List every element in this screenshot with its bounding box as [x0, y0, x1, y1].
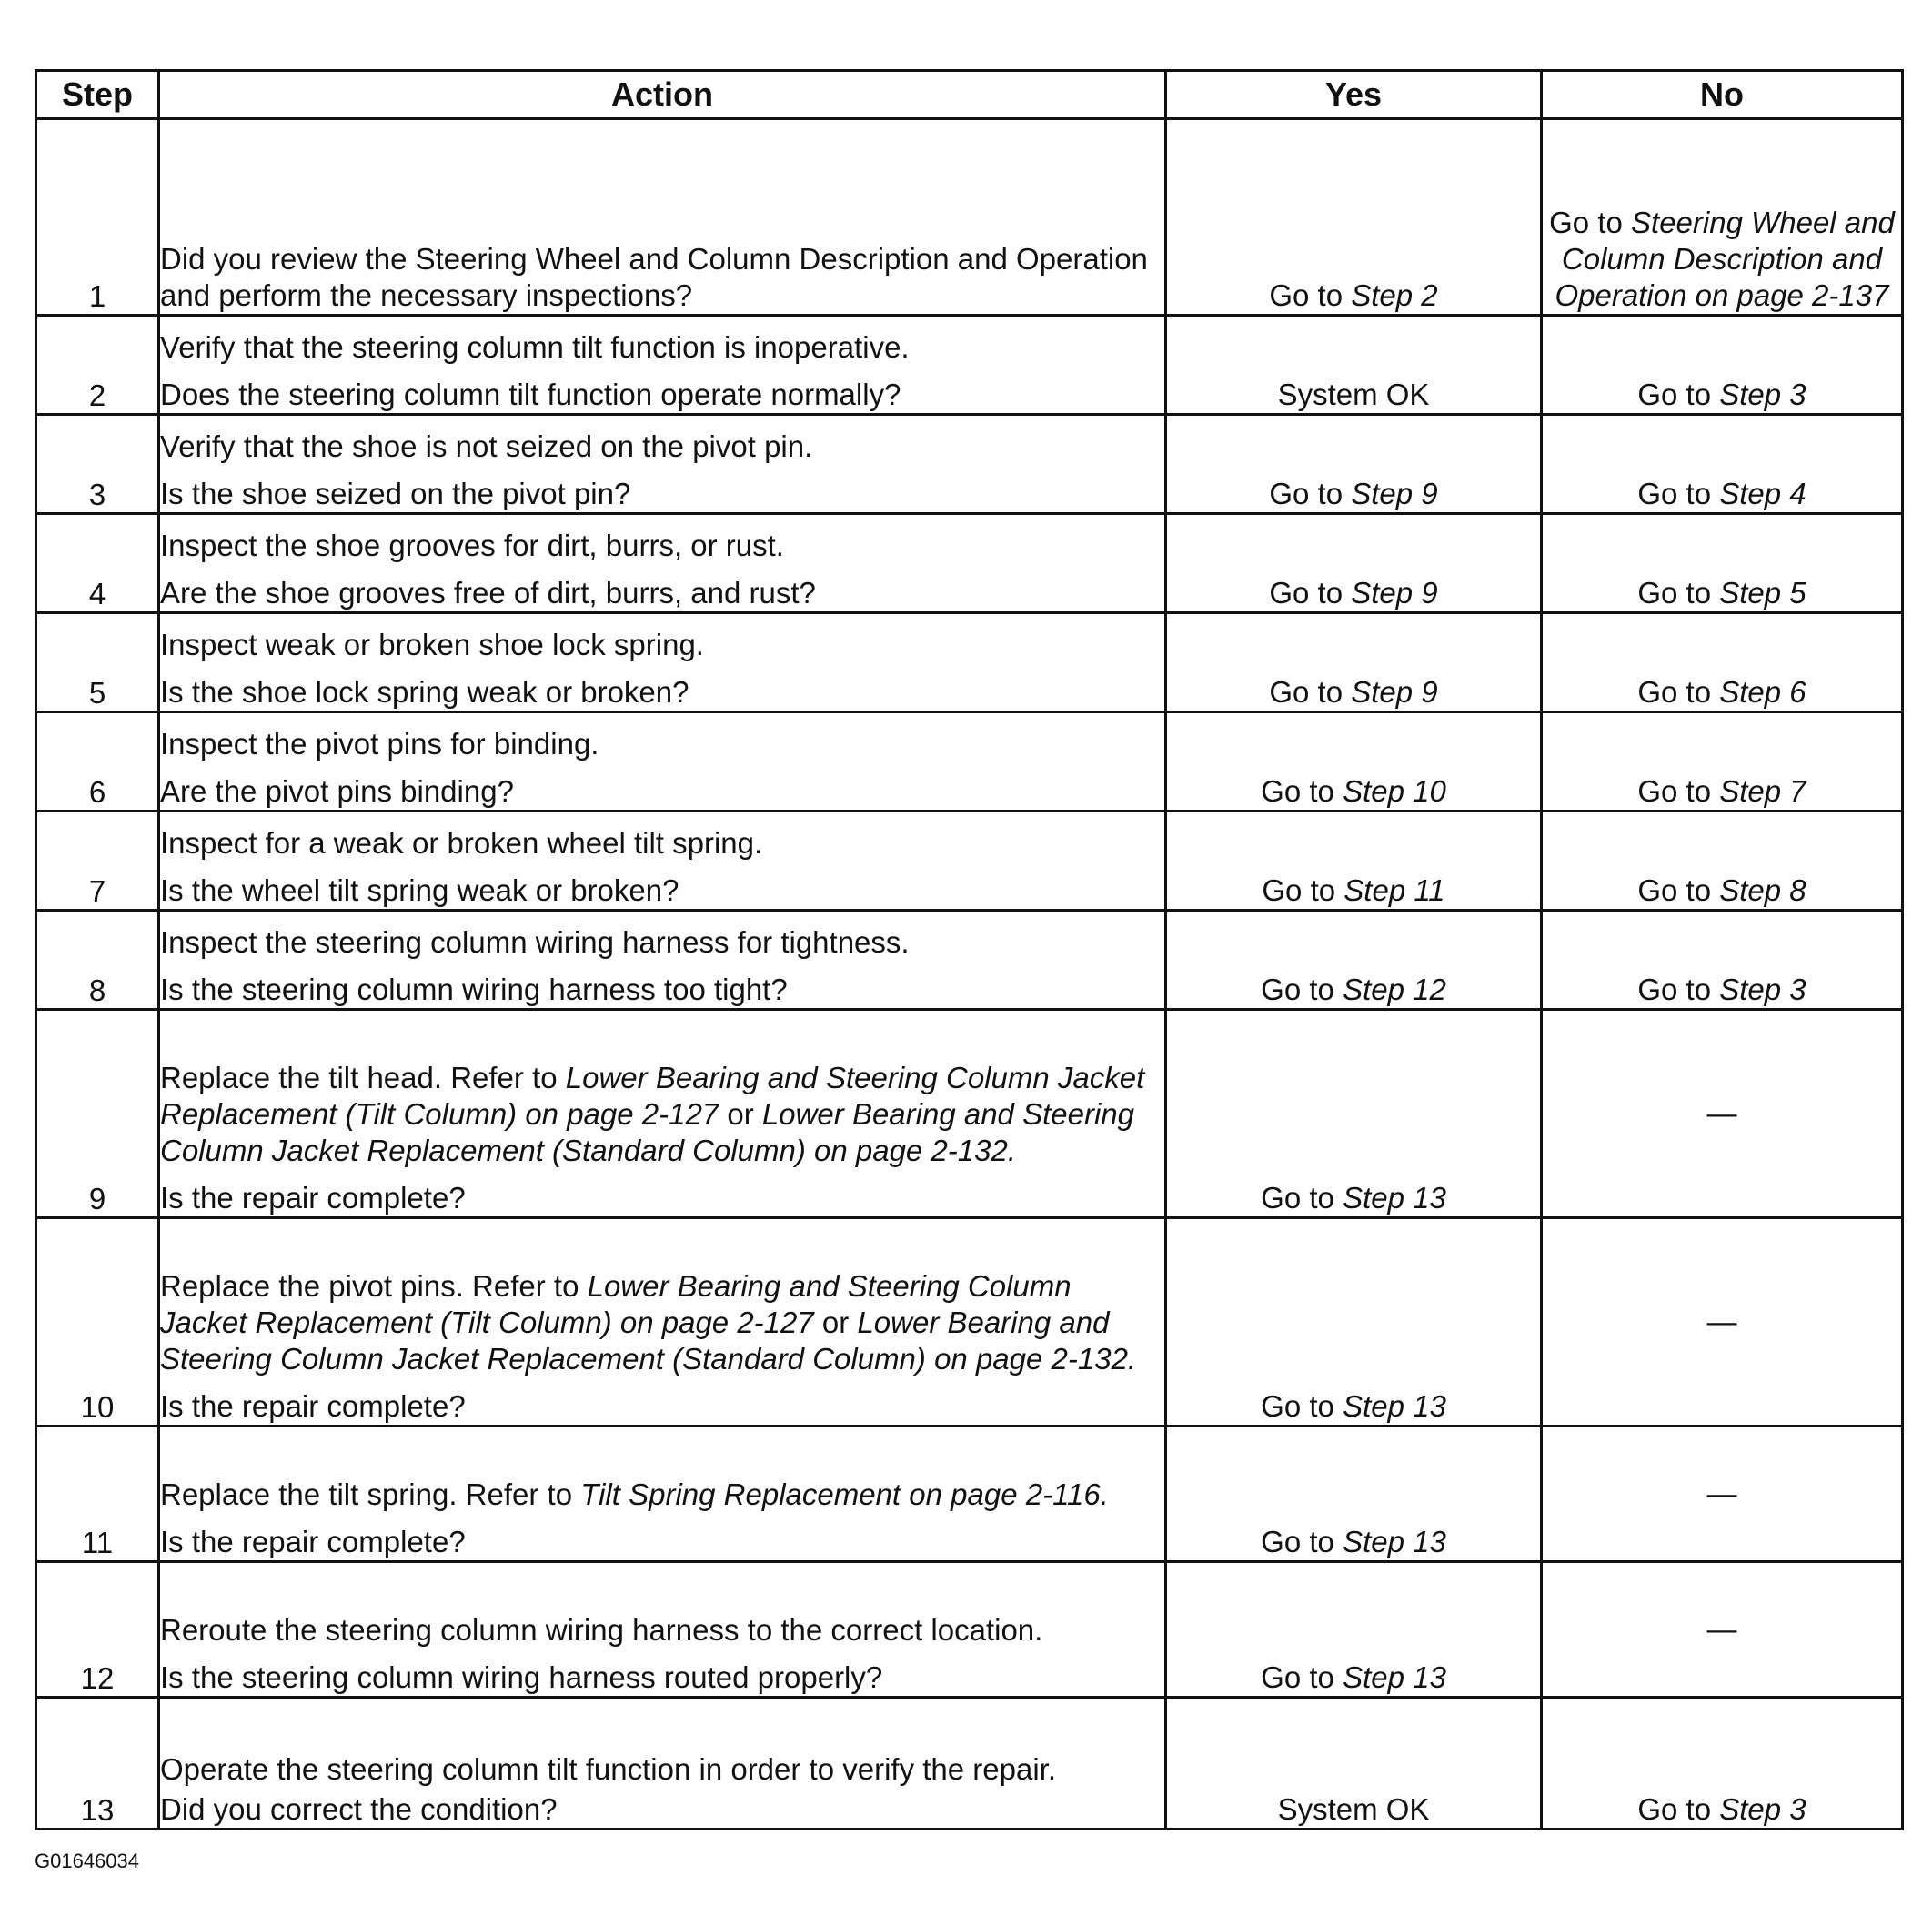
no-result [1542, 911, 1903, 1010]
action-question: Is the wheel tilt spring weak or broken? [160, 873, 679, 907]
yes-prefix: Go to [1269, 477, 1343, 510]
action-text [159, 316, 1166, 415]
yes-step-ref: Step 9 [1351, 576, 1438, 610]
no-prefix: Go to [1549, 206, 1623, 239]
step-number: 6 [36, 712, 159, 812]
action-instruction: Inspect the pivot pins for binding. [160, 727, 599, 761]
yes-prefix: Go to [1269, 576, 1343, 610]
table-row [36, 514, 1903, 613]
action-text [159, 911, 1166, 1010]
action-question: Is the repair complete? [160, 1525, 466, 1558]
yes-prefix: Go to [1269, 675, 1343, 709]
step-number: 2 [36, 316, 159, 415]
step-number: 9 [36, 1010, 159, 1218]
step-number: 3 [36, 415, 159, 514]
yes-result [1166, 613, 1542, 712]
no-result [1542, 415, 1903, 514]
yes-prefix: Go to [1262, 873, 1336, 907]
table-row [36, 1698, 1903, 1830]
yes-step-ref: Step 9 [1351, 477, 1438, 510]
no-prefix: Go to [1637, 1792, 1712, 1826]
no-dash: — [1706, 1096, 1737, 1130]
action-text [159, 1562, 1166, 1698]
action-or: or [719, 1097, 762, 1131]
action-reference: Tilt Spring Replacement on page 2-116. [580, 1477, 1109, 1511]
yes-prefix: Go to [1261, 973, 1334, 1006]
no-dash: — [1706, 1477, 1737, 1510]
yes-step-ref: Step 13 [1343, 1181, 1446, 1215]
action-question: Is the steering column wiring harness routed properly? [160, 1660, 883, 1694]
action-instruction: Did you review the Steering Wheel and Column Description and Operation and perform the necessary inspections? [160, 242, 1148, 312]
yes-result [1166, 514, 1542, 613]
table-row [36, 316, 1903, 415]
header-row [36, 71, 1903, 119]
action-text [159, 1010, 1166, 1218]
action-instruction: Reroute the steering column wiring harness to the correct location. [160, 1613, 1043, 1647]
header-yes: Yes [1166, 71, 1542, 119]
step-number: 10 [36, 1218, 159, 1427]
no-step-ref: Step 7 [1719, 774, 1806, 808]
header-action: Action [159, 71, 1166, 119]
no-step-ref: Step 6 [1719, 675, 1806, 709]
table-row [36, 1218, 1903, 1427]
action-question: Did you correct the condition? [160, 1792, 558, 1826]
yes-result [1166, 1218, 1542, 1427]
action-text [159, 613, 1166, 712]
step-number: 8 [36, 911, 159, 1010]
action-instruction [160, 1060, 1164, 1169]
yes-step-ref: Step 13 [1343, 1525, 1446, 1558]
yes-step-ref: Step 13 [1343, 1389, 1446, 1423]
yes-result [1166, 911, 1542, 1010]
action-lead: Replace the pivot pins. Refer to [160, 1269, 588, 1303]
no-result [1542, 1562, 1903, 1698]
diagnostic-table [35, 69, 1904, 1830]
no-step-ref: Step 3 [1719, 1792, 1806, 1826]
action-question: Does the steering column tilt function operate normally? [160, 378, 901, 411]
yes-result [1166, 415, 1542, 514]
action-or: or [813, 1306, 858, 1339]
no-result [1542, 1698, 1903, 1830]
step-number: 5 [36, 613, 159, 712]
no-result [1542, 613, 1903, 712]
step-number: 12 [36, 1562, 159, 1698]
yes-result [1166, 1010, 1542, 1218]
yes-step-ref: Step 12 [1343, 973, 1446, 1006]
no-result [1542, 812, 1903, 911]
yes-result [1166, 1427, 1542, 1562]
step-number: 13 [36, 1698, 159, 1830]
no-result [1542, 1218, 1903, 1427]
yes-result [1166, 316, 1542, 415]
action-text [159, 514, 1166, 613]
yes-step-ref: Step 9 [1351, 675, 1438, 709]
no-prefix: Go to [1637, 973, 1712, 1006]
yes-step-ref: Step 13 [1343, 1660, 1446, 1694]
action-question: Is the repair complete? [160, 1181, 466, 1215]
yes-prefix: Go to [1261, 1660, 1334, 1694]
yes-prefix: System OK [1277, 378, 1430, 411]
action-text [159, 1218, 1166, 1427]
action-question: Is the steering column wiring harness too tight? [160, 973, 788, 1006]
no-prefix: Go to [1637, 774, 1712, 808]
yes-step-ref: Step 10 [1343, 774, 1446, 808]
figure-id: G01646034 [35, 1850, 139, 1872]
action-instruction: Inspect for a weak or broken wheel tilt spring. [160, 826, 763, 860]
action-reference: Lower Bearing and Steering Column Jacket Replacement (Tilt Column) on page 2-127 [160, 1061, 1145, 1131]
no-step-ref: Step 5 [1719, 576, 1806, 610]
yes-prefix: Go to [1269, 278, 1343, 312]
table-row [36, 1010, 1903, 1218]
action-instruction: Inspect the steering column wiring harness for tightness. [160, 925, 910, 959]
no-step-ref: Step 4 [1719, 477, 1806, 510]
table-row [36, 712, 1903, 812]
action-reference: Lower Bearing and Steering Column Jacket Replacement (Tilt Column) on page 2-127 [160, 1269, 1072, 1339]
action-text [159, 712, 1166, 812]
action-question: Is the shoe lock spring weak or broken? [160, 675, 689, 709]
no-result [1542, 1010, 1903, 1218]
action-question: Are the shoe grooves free of dirt, burrs, and rust? [160, 576, 816, 610]
action-lead: Replace the tilt spring. Refer to [160, 1477, 581, 1511]
action-instruction: Operate the steering column tilt function in order to verify the repair. [160, 1752, 1057, 1786]
table-row [36, 415, 1903, 514]
yes-result [1166, 1698, 1542, 1830]
action-instruction [160, 1477, 1164, 1513]
action-reference: Lower Bearing and Steering Column Jacket Replacement (Standard Column) on page 2-132. [160, 1306, 1137, 1376]
action-text [159, 119, 1166, 316]
table-row [36, 1562, 1903, 1698]
table-row [36, 911, 1903, 1010]
step-number: 11 [36, 1427, 159, 1562]
action-reference: Lower Bearing and Steering Column Jacket Replacement (Standard Column) on page 2-132. [160, 1097, 1134, 1167]
no-result [1542, 712, 1903, 812]
table-row [36, 1427, 1903, 1562]
yes-step-ref: Step 11 [1343, 873, 1445, 907]
action-question: Is the repair complete? [160, 1389, 466, 1423]
yes-result [1166, 812, 1542, 911]
header-no: No [1542, 71, 1903, 119]
yes-prefix: Go to [1261, 774, 1334, 808]
no-step-ref: Step 8 [1719, 873, 1806, 907]
action-question: Are the pivot pins binding? [160, 774, 514, 808]
no-prefix: Go to [1637, 378, 1712, 411]
yes-prefix: System OK [1277, 1792, 1430, 1826]
yes-prefix: Go to [1261, 1525, 1334, 1558]
action-instruction [160, 1268, 1164, 1377]
action-instruction: Verify that the shoe is not seized on the pivot pin. [160, 429, 813, 463]
no-result [1542, 119, 1903, 316]
yes-step-ref: Step 2 [1351, 278, 1438, 312]
yes-result [1166, 1562, 1542, 1698]
no-prefix: Go to [1637, 477, 1712, 510]
action-instruction: Verify that the steering column tilt function is inoperative. [160, 330, 910, 364]
table-row [36, 613, 1903, 712]
step-number: 1 [36, 119, 159, 316]
action-question: Is the shoe seized on the pivot pin? [160, 477, 631, 510]
no-prefix: Go to [1637, 675, 1712, 709]
no-result [1542, 514, 1903, 613]
action-instruction: Inspect weak or broken shoe lock spring. [160, 628, 704, 661]
no-step-ref: Step 3 [1719, 378, 1806, 411]
action-text [159, 415, 1166, 514]
no-prefix: Go to [1637, 576, 1712, 610]
yes-result [1166, 119, 1542, 316]
action-text [159, 1698, 1166, 1830]
action-text [159, 812, 1166, 911]
yes-prefix: Go to [1261, 1389, 1334, 1423]
action-lead: Replace the tilt head. Refer to [160, 1061, 566, 1094]
no-prefix: Go to [1637, 873, 1712, 907]
no-result [1542, 316, 1903, 415]
action-text [159, 1427, 1166, 1562]
action-instruction: Inspect the shoe grooves for dirt, burrs, or rust. [160, 529, 784, 562]
step-number: 7 [36, 812, 159, 911]
yes-prefix: Go to [1261, 1181, 1334, 1215]
table-row [36, 119, 1903, 316]
table-row [36, 812, 1903, 911]
step-number: 4 [36, 514, 159, 613]
no-step-ref: Step 3 [1719, 973, 1806, 1006]
no-step-ref: Steering Wheel and Column Description and Operation on page 2-137 [1555, 206, 1895, 312]
no-dash: — [1706, 1612, 1737, 1646]
no-result [1542, 1427, 1903, 1562]
no-dash: — [1706, 1305, 1737, 1338]
yes-result [1166, 712, 1542, 812]
header-step: Step [36, 71, 159, 119]
